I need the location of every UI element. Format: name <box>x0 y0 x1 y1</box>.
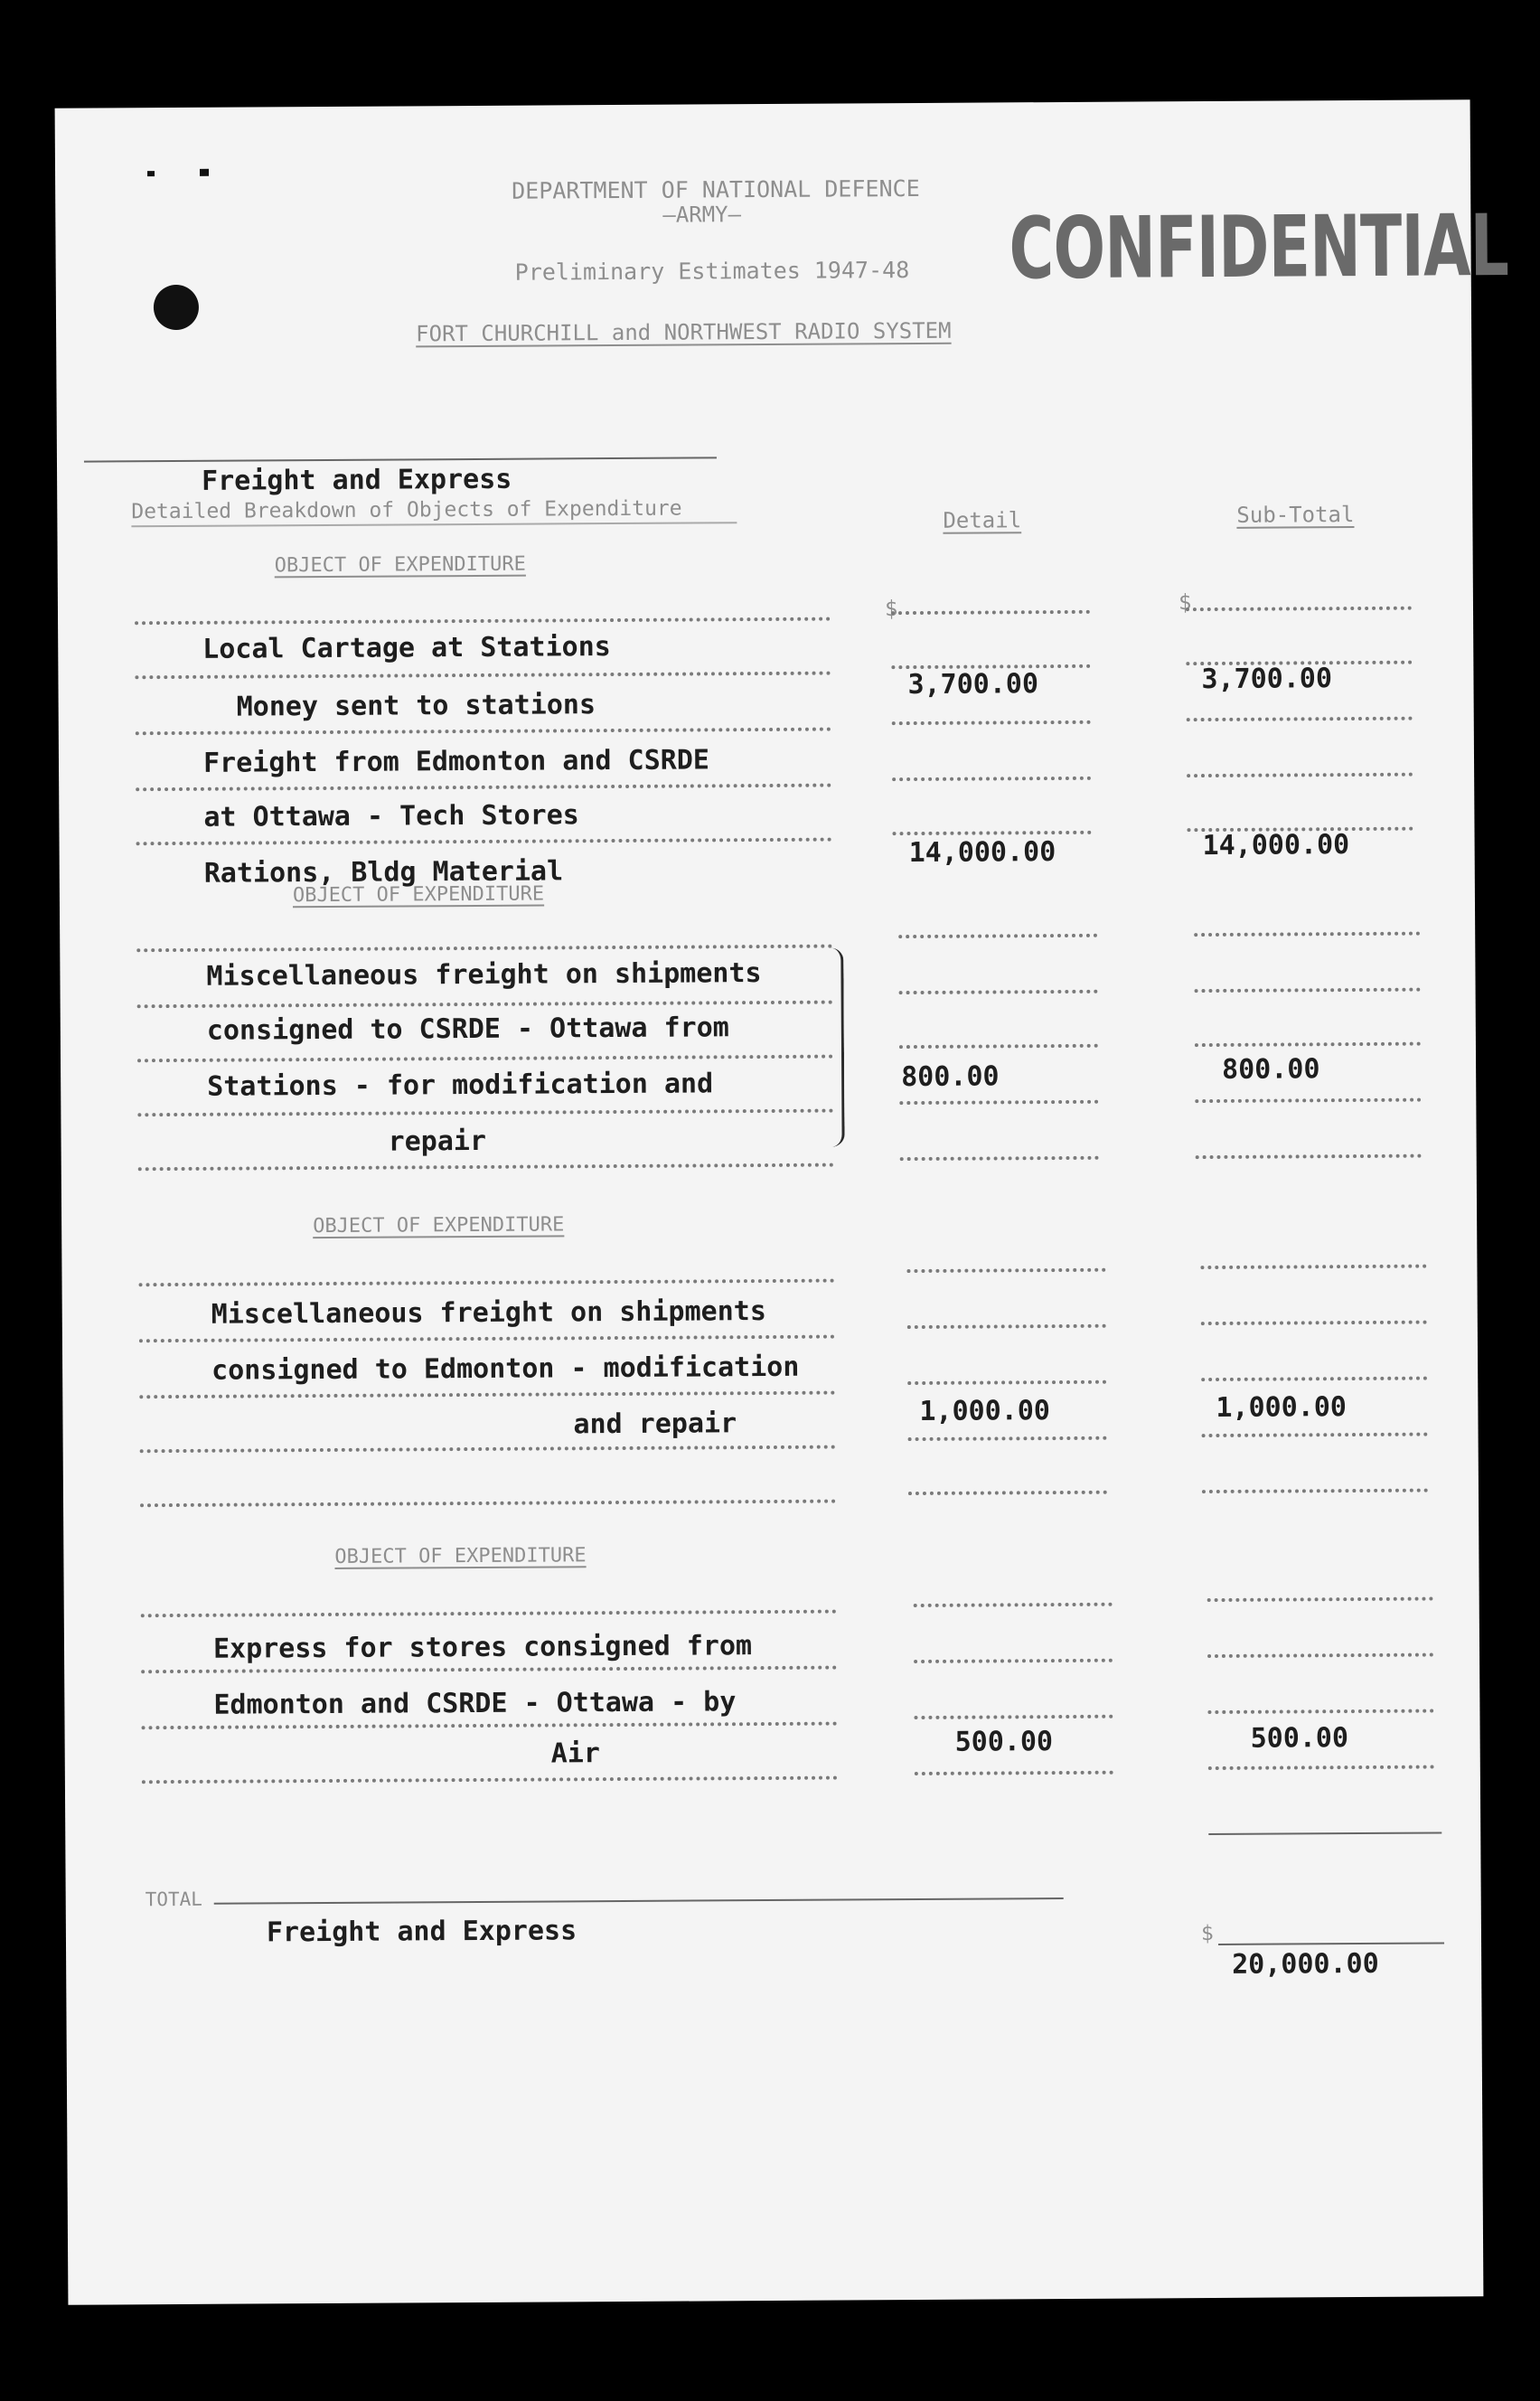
line-misc-freight: Miscellaneous freight on shipments <box>211 1295 766 1331</box>
line-and-repair: and repair <box>573 1408 737 1441</box>
punch-mark <box>200 169 209 176</box>
bracket <box>828 947 844 1146</box>
subtotal-amount: 14,000.00 <box>1202 829 1350 862</box>
document-page <box>55 99 1509 2305</box>
detail-amount: 500.00 <box>954 1726 1054 1758</box>
breakdown-label: Detailed Breakdown of Objects of Expenditure <box>131 496 682 524</box>
detail-amount: 14,000.00 <box>908 836 1056 870</box>
object-heading: OBJECT OF EXPENDITURE <box>292 882 545 908</box>
service-heading: —ARMY— <box>662 202 742 228</box>
subtotal-column-header: Sub-Total <box>1236 502 1355 528</box>
line-repair: repair <box>388 1125 487 1158</box>
confidential-stamp: CONFIDENTIAL <box>1009 196 1509 299</box>
subtotal-amount: 1,000.00 <box>1216 1391 1348 1424</box>
subtotal-amount: 500.00 <box>1250 1722 1349 1755</box>
punch-hole <box>154 285 199 330</box>
detail-currency: $ <box>884 596 898 622</box>
line-edmonton-air: Edmonton and CSRDE - Ottawa - by <box>213 1686 737 1721</box>
subtotal-currency: $ <box>1178 589 1192 616</box>
line-consigned-edmonton: consigned to Edmonton - modification <box>211 1351 800 1387</box>
estimates-heading: Preliminary Estimates 1947-48 <box>514 257 910 286</box>
detail-amount: 1,000.00 <box>919 1395 1051 1427</box>
total-currency: $ <box>1200 1922 1214 1946</box>
punch-mark <box>147 171 155 176</box>
line-rations: Rations, Bldg Material <box>203 855 564 890</box>
detail-amount: 800.00 <box>901 1060 1000 1094</box>
line-local-cartage: Local Cartage at Stations <box>202 631 611 665</box>
object-heading: OBJECT OF EXPENDITURE <box>313 1213 565 1238</box>
line-consigned-csrde: consigned to CSRDE - Ottawa from <box>206 1012 729 1047</box>
subtitle-heading: FORT CHURCHILL and NORTHWEST RADIO SYSTEM <box>416 317 952 347</box>
object-heading: OBJECT OF EXPENDITURE <box>274 552 526 578</box>
department-heading: DEPARTMENT OF NATIONAL DEFENCE <box>512 174 920 204</box>
line-tech-stores: at Ottawa - Tech Stores <box>203 799 579 833</box>
item-title: Freight and Express <box>202 463 512 497</box>
line-air: Air <box>550 1737 601 1770</box>
total-label: TOTAL <box>145 1888 202 1911</box>
line-stations-modification: Stations - for modification and <box>207 1068 714 1103</box>
subtotal-amount: 3,700.00 <box>1201 663 1333 696</box>
line-freight-from: Freight from Edmonton and CSRDE <box>202 744 710 779</box>
line-money-sent: Money sent to stations <box>236 689 596 723</box>
object-heading: OBJECT OF EXPENDITURE <box>334 1544 587 1568</box>
line-express-stores: Express for stores consigned from <box>212 1630 753 1665</box>
total-amount: 20,000.00 <box>1232 1947 1379 1981</box>
subtotal-amount: 800.00 <box>1222 1053 1320 1086</box>
total-line-label: Freight and Express <box>266 1915 578 1949</box>
detail-amount: 3,700.00 <box>907 668 1039 701</box>
line-misc-freight: Miscellaneous freight on shipments <box>206 957 762 993</box>
detail-column-header: Detail <box>943 507 1022 533</box>
